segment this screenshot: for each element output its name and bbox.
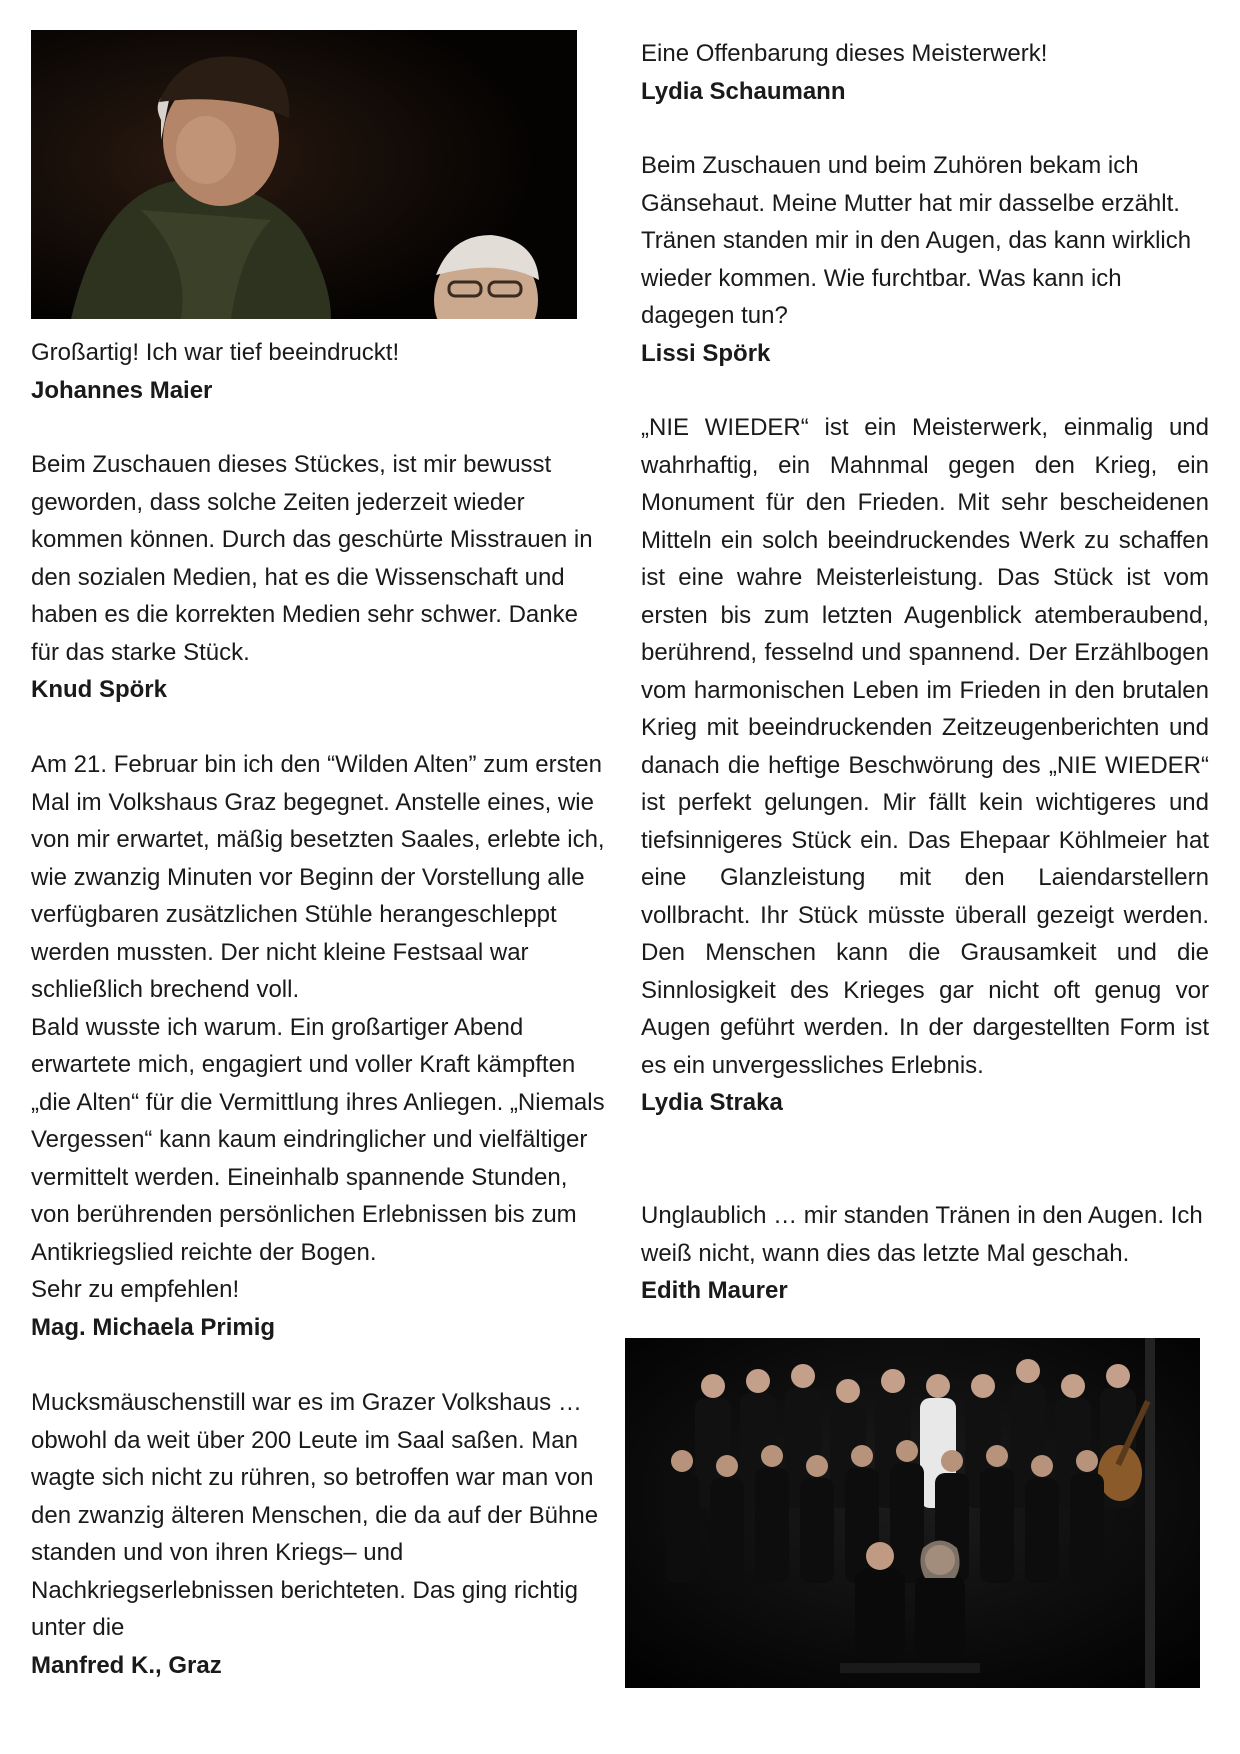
testimonial-manfred-k bbox=[31, 1384, 606, 1684]
ensemble-group-image bbox=[625, 1338, 1200, 1688]
testimonial-text: Beim Zuschauen dieses Stückes, ist mir bewusst geworden, dass solche Zeiten jederzeit wieder kommen können. Durch das geschürte Misstrauen in den sozialen Medien, hat es die Wissenschaft und haben es die korrekten Medien sehr schwer. Danke für das starke Stück. bbox=[31, 451, 593, 666]
testimonial-author: Lydia Schaumann bbox=[641, 77, 846, 105]
testimonial-author: Manfred K., Graz bbox=[31, 1651, 222, 1679]
testimonial-lydia-schaumann bbox=[641, 35, 1209, 110]
actor-portrait-image bbox=[31, 30, 577, 319]
ensemble-group-photo bbox=[625, 1338, 1200, 1688]
testimonial-author: Lissi Spörk bbox=[641, 339, 771, 367]
testimonial-text: „NIE WIEDER“ ist ein Meisterwerk, einmalig und wahrhaftig, ein Mahnmal gegen den Krieg, ein Monument für den Frieden. Mit sehr bescheidenen Mitteln ein solch beeindruckendes Werk zu schaffen ist eine wahre Meisterleistung. Das Stück ist vom ersten bis zum letzten Augenblick atemberaubend, berührend, fesselnd und spannend. Der Erzählbogen vom harmonischen Leben im Frieden in den brutalen Krieg mit beeindruckenden Zeitzeugenberichten und danach die heftige Beschwörung des „NIE WIEDER“ ist perfekt gelungen. Mir fällt kein wichtigeres und tiefsinnigeres Stück ein. Das Ehepaar Köhlmeier hat eine Glanzleistung mit den Laiendarstellern vollbracht. Ihr Stück müsste überall gezeigt werden. Den Menschen kann die Grausamkeit und die Sinnlosigkeit des Krieges gar nicht oft genug vor Augen geführt werden. In der dargestellten Form ist es ein unvergessliches Erlebnis. bbox=[641, 414, 1209, 1079]
testimonial-author: Edith Maurer bbox=[641, 1277, 788, 1304]
testimonial-text: Am 21. Februar bin ich den “Wilden Alten” zum ersten Mal im Volkshaus Graz begegnet. Anstelle eines, wie von mir erwartet, mäßig besetzten Saales, erlebte ich, wie zwanzig Minuten vor Beginn der Vorstellung alle verfügbaren zusätzlichen Stühle herangeschleppt werden mussten. Der nicht kleine Festsaal war schließlich brechend voll. bbox=[31, 751, 605, 1003]
testimonial-text: Eine Offenbarung dieses Meisterwerk! bbox=[641, 40, 1048, 67]
testimonial-michaela-primig bbox=[31, 746, 606, 1346]
testimonial-lissi-spoerk bbox=[641, 147, 1209, 372]
testimonial-author: Lydia Straka bbox=[641, 1089, 783, 1116]
testimonial-text: Großartig! Ich war tief beeindruckt! bbox=[31, 339, 400, 366]
testimonial-author: Johannes Maier bbox=[31, 376, 213, 404]
testimonial-text: Mucksmäuschenstill war es im Grazer Volkshaus … obwohl da weit über 200 Leute im Saal saßen. Man wagte sich nicht zu rühren, so betroffen war man von den zwanzig älteren Menschen, die da auf der Bühne standen und von ihren Kriegs– und Nachkriegserlebnissen berichteten. Das ging richtig unter die bbox=[31, 1389, 599, 1641]
testimonial-text: Bald wusste ich warum. Ein großartiger Abend erwartete mich, engagiert und voller Kraft kämpften „die Alten“ für die Vermittlung ihres Anliegen. „Niemals Vergessen“ kann kaum eindringlicher und vielfältiger vermittelt werden. Eineinhalb spannende Stunden, von berührenden persönlichen Erlebnissen bis zum Antikriegslied reichte der Bogen. bbox=[31, 1013, 605, 1266]
testimonial-text: Unglaublich … mir standen Tränen in den Augen. Ich weiß nicht, wann dies das letzte Mal geschah. bbox=[641, 1202, 1203, 1267]
actor-portrait-photo bbox=[31, 30, 577, 319]
testimonial-text: Beim Zuschauen und beim Zuhören bekam ich Gänsehaut. Meine Mutter hat mir dasselbe erzählt. Tränen standen mir in den Augen, das kann wirklich wieder kommen. Wie furchtbar. Was kann ich dagegen tun? bbox=[641, 152, 1192, 329]
testimonial-author: Knud Spörk bbox=[31, 676, 167, 703]
testimonial-lydia-straka bbox=[641, 409, 1209, 1122]
testimonial-knud-spoerk bbox=[31, 446, 606, 709]
testimonial-author: Mag. Michaela Primig bbox=[31, 1313, 276, 1341]
testimonial-edith-maurer bbox=[641, 1197, 1209, 1310]
testimonial-johannes-maier bbox=[31, 334, 606, 409]
testimonial-text: Sehr zu empfehlen! bbox=[31, 1276, 240, 1303]
